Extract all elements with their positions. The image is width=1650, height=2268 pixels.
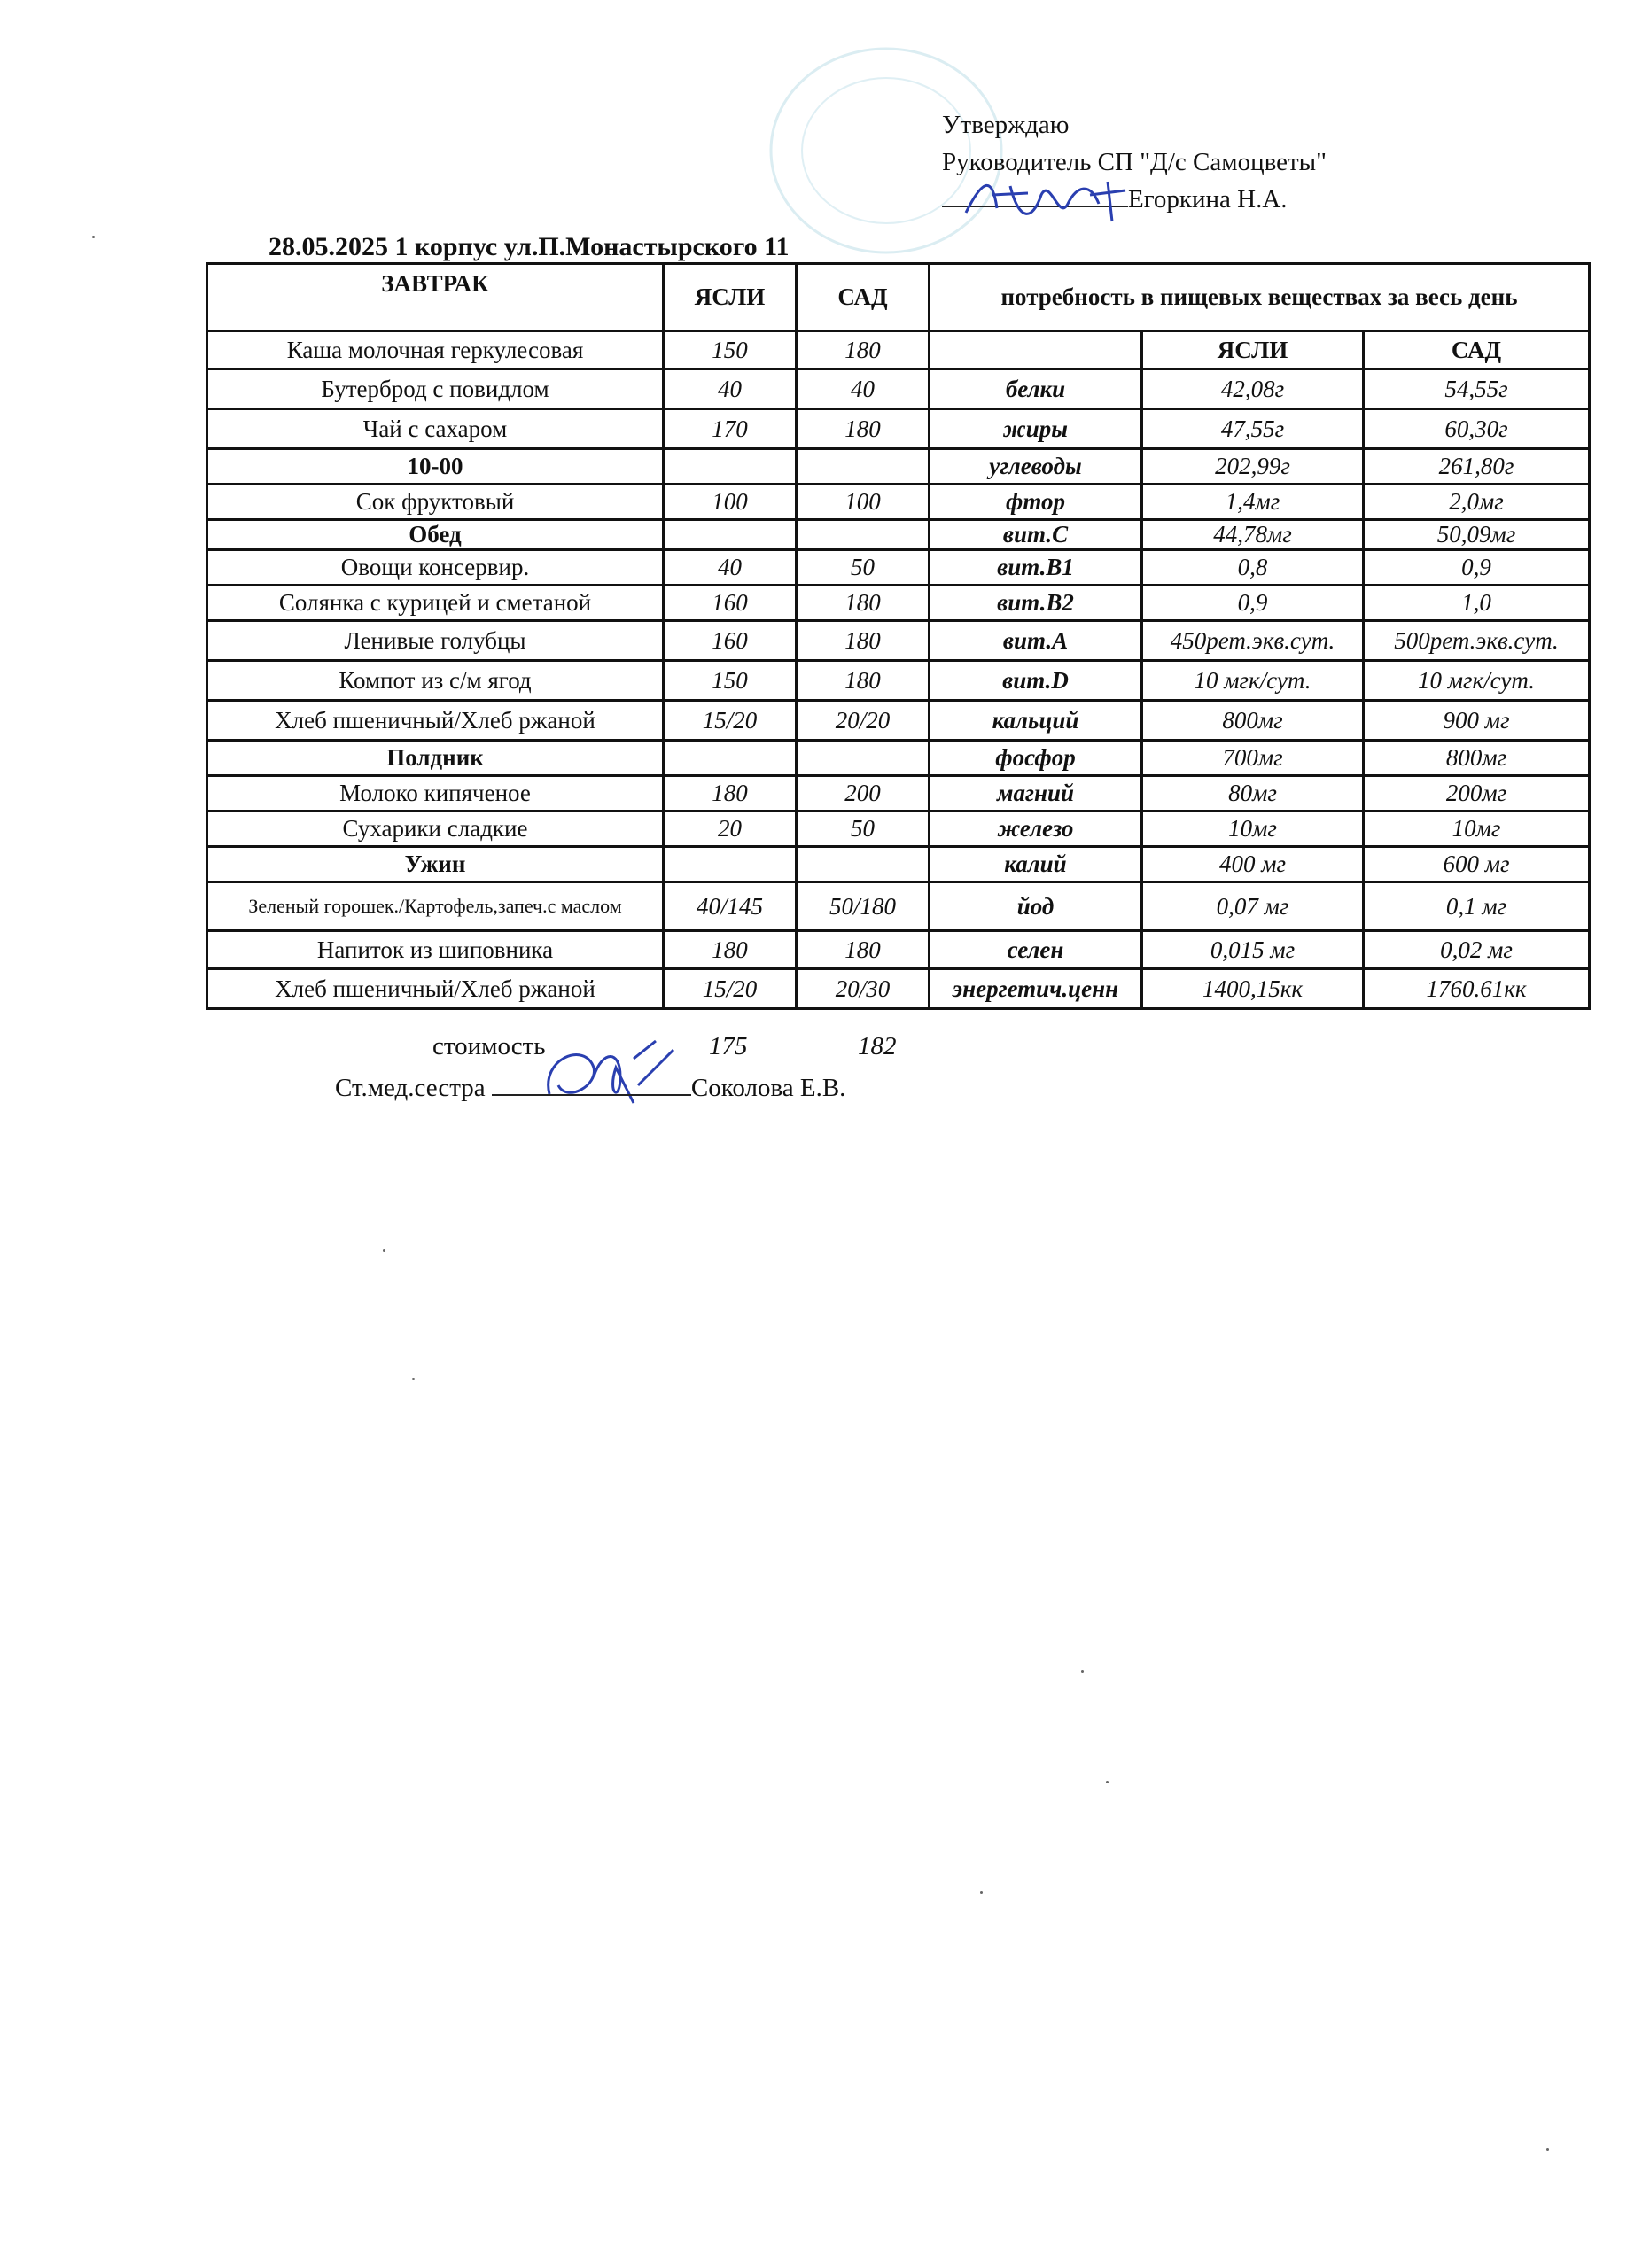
nutrient-name-cell: энергетич.ценн [930, 969, 1142, 1009]
dish-cell: Компот из с/м ягод [207, 661, 664, 701]
nutrient-sad-cell: 2,0мг [1364, 485, 1590, 520]
dish-cell: Ужин [207, 847, 664, 882]
nutrient-sad-cell: 500рет.экв.сут. [1364, 621, 1590, 661]
cost-sad: 182 [858, 1032, 897, 1060]
nutrient-name-cell: углеводы [930, 449, 1142, 485]
approval-name: Егоркина Н.А. [1128, 185, 1288, 214]
dish-cell: Ленивые голубцы [207, 621, 664, 661]
table-row [207, 520, 1590, 550]
nutrient-sad-cell: 50,09мг [1364, 520, 1590, 550]
table-row [207, 882, 1590, 931]
sad-portion-cell: 20/20 [797, 701, 930, 741]
table-row [207, 776, 1590, 812]
menu-table [206, 262, 1591, 1010]
nutrient-name-cell: вит.С [930, 520, 1142, 550]
nutrient-name-cell: вит.А [930, 621, 1142, 661]
nutrient-name-cell: йод [930, 882, 1142, 931]
nutrient-sad-cell: 0,02 мг [1364, 931, 1590, 969]
nutrient-yasli-cell: 0,07 мг [1142, 882, 1364, 931]
nutrient-yasli-cell: 0,8 [1142, 550, 1364, 586]
scan-speck [383, 1249, 385, 1252]
yasli-portion-cell: 150 [664, 661, 797, 701]
yasli-portion-cell [664, 741, 797, 776]
table-row [207, 449, 1590, 485]
nutrient-name-cell: вит.В1 [930, 550, 1142, 586]
yasli-portion-cell: 15/20 [664, 969, 797, 1009]
yasli-portion-cell: 160 [664, 586, 797, 621]
table-row [207, 931, 1590, 969]
sad-portion-cell: 50 [797, 812, 930, 847]
sad-portion-cell: 40 [797, 369, 930, 409]
nutrient-name-cell: селен [930, 931, 1142, 969]
sad-portion-cell: 50/180 [797, 882, 930, 931]
table-row [207, 331, 1590, 369]
nutrient-sad-cell: 60,30г [1364, 409, 1590, 449]
nutrient-yasli-cell: 80мг [1142, 776, 1364, 812]
table-header-row [207, 264, 1590, 331]
nutrient-yasli-cell: 1400,15кк [1142, 969, 1364, 1009]
yasli-portion-cell: 15/20 [664, 701, 797, 741]
nutrient-sad-cell: 1,0 [1364, 586, 1590, 621]
table-row [207, 701, 1590, 741]
scan-speck [1546, 2148, 1549, 2151]
nutrient-name-cell: фтор [930, 485, 1142, 520]
sad-portion-cell: 100 [797, 485, 930, 520]
dish-cell: Чай с сахаром [207, 409, 664, 449]
table-row [207, 969, 1590, 1009]
nutrient-yasli-cell: 450рет.экв.сут. [1142, 621, 1364, 661]
nurse-label: Ст.мед.сестра [335, 1074, 486, 1102]
nutrient-yasli-cell: 47,55г [1142, 409, 1364, 449]
nutrient-sad-cell: 54,55г [1364, 369, 1590, 409]
nutrient-yasli-cell: 10 мгк/сут. [1142, 661, 1364, 701]
nutrient-yasli-cell: ЯСЛИ [1142, 331, 1364, 369]
table-row [207, 550, 1590, 586]
nutrient-sad-cell: 10 мгк/сут. [1364, 661, 1590, 701]
table-row [207, 409, 1590, 449]
sad-portion-cell [797, 741, 930, 776]
dish-cell: 10-00 [207, 449, 664, 485]
yasli-portion-cell [664, 520, 797, 550]
dish-cell: Полдник [207, 741, 664, 776]
dish-cell: Каша молочная геркулесовая [207, 331, 664, 369]
yasli-portion-cell: 150 [664, 331, 797, 369]
yasli-portion-cell: 40 [664, 550, 797, 586]
yasli-portion-cell: 20 [664, 812, 797, 847]
nutrient-sad-cell: 261,80г [1364, 449, 1590, 485]
sad-portion-cell: 20/30 [797, 969, 930, 1009]
nutrient-name-cell: калий [930, 847, 1142, 882]
header-sad: САД [797, 264, 930, 331]
nutrient-yasli-cell: 1,4мг [1142, 485, 1364, 520]
sad-portion-cell: 180 [797, 621, 930, 661]
nutrient-yasli-cell: 202,99г [1142, 449, 1364, 485]
sad-portion-cell: 50 [797, 550, 930, 586]
nutrient-name-cell: вит.В2 [930, 586, 1142, 621]
yasli-portion-cell: 180 [664, 776, 797, 812]
sad-portion-cell [797, 847, 930, 882]
nutrient-yasli-cell: 10мг [1142, 812, 1364, 847]
table-row [207, 586, 1590, 621]
table-row [207, 369, 1590, 409]
dish-cell: Овощи консервир. [207, 550, 664, 586]
scan-speck [412, 1378, 415, 1380]
yasli-portion-cell: 40 [664, 369, 797, 409]
sad-portion-cell: 180 [797, 409, 930, 449]
nutrient-name-cell: фосфор [930, 741, 1142, 776]
yasli-portion-cell: 160 [664, 621, 797, 661]
scan-speck [92, 236, 95, 238]
yasli-portion-cell: 170 [664, 409, 797, 449]
sad-portion-cell: 180 [797, 586, 930, 621]
table-row [207, 485, 1590, 520]
yasli-portion-cell: 180 [664, 931, 797, 969]
dish-cell: Сухарики сладкие [207, 812, 664, 847]
cost-label: стоимость [432, 1032, 546, 1060]
sad-portion-cell [797, 449, 930, 485]
dish-cell: Напиток из шиповника [207, 931, 664, 969]
dish-cell: Бутерброд с повидлом [207, 369, 664, 409]
nutrient-sad-cell: 0,1 мг [1364, 882, 1590, 931]
nutrient-name-cell: вит.D [930, 661, 1142, 701]
nutrient-sad-cell: 1760.61кк [1364, 969, 1590, 1009]
director-signature [957, 168, 1143, 239]
yasli-portion-cell: 100 [664, 485, 797, 520]
nutrient-yasli-cell: 44,78мг [1142, 520, 1364, 550]
dish-cell: Хлеб пшеничный/Хлеб ржаной [207, 701, 664, 741]
nutrient-yasli-cell: 700мг [1142, 741, 1364, 776]
nutrient-yasli-cell: 800мг [1142, 701, 1364, 741]
table-row [207, 661, 1590, 701]
yasli-portion-cell [664, 847, 797, 882]
nutrient-name-cell: железо [930, 812, 1142, 847]
nutrient-name-cell [930, 331, 1142, 369]
dish-cell: Молоко кипяченое [207, 776, 664, 812]
nutrient-name-cell: кальций [930, 701, 1142, 741]
dish-cell: Сок фруктовый [207, 485, 664, 520]
nutrient-yasli-cell: 42,08г [1142, 369, 1364, 409]
sad-portion-cell: 200 [797, 776, 930, 812]
dish-cell: Солянка с курицей и сметаной [207, 586, 664, 621]
nurse-name: Соколова Е.В. [690, 1074, 846, 1102]
yasli-portion-cell [664, 449, 797, 485]
nutrient-name-cell: магний [930, 776, 1142, 812]
nutrient-yasli-cell: 400 мг [1142, 847, 1364, 882]
header-needs: потребность в пищевых веществах за весь день [930, 264, 1590, 331]
nutrient-sad-cell: 600 мг [1364, 847, 1590, 882]
nutrient-name-cell: жиры [930, 409, 1142, 449]
document-title: 28.05.2025 1 корпус ул.П.Монастырского 11 [269, 232, 790, 261]
dish-cell: Хлеб пшеничный/Хлеб ржаной [207, 969, 664, 1009]
scan-speck [1106, 1781, 1109, 1783]
dish-cell: Обед [207, 520, 664, 550]
sad-portion-cell: 180 [797, 661, 930, 701]
header-yasli: ЯСЛИ [664, 264, 797, 331]
nutrient-sad-cell: 0,9 [1364, 550, 1590, 586]
nutrient-yasli-cell: 0,015 мг [1142, 931, 1364, 969]
table-row [207, 741, 1590, 776]
nutrient-sad-cell: САД [1364, 331, 1590, 369]
nutrient-sad-cell: 900 мг [1364, 701, 1590, 741]
table-row [207, 847, 1590, 882]
yasli-portion-cell: 40/145 [664, 882, 797, 931]
table-row [207, 812, 1590, 847]
scan-speck [1081, 1670, 1084, 1673]
sad-portion-cell [797, 520, 930, 550]
dish-cell: Зеленый горошек./Картофель,запеч.с маслом [207, 882, 664, 931]
nutrient-yasli-cell: 0,9 [1142, 586, 1364, 621]
sad-portion-cell: 180 [797, 331, 930, 369]
nutrient-sad-cell: 800мг [1364, 741, 1590, 776]
nurse-block [335, 1073, 845, 1103]
nutrient-name-cell: белки [930, 369, 1142, 409]
nutrient-sad-cell: 200мг [1364, 776, 1590, 812]
nutrient-sad-cell: 10мг [1364, 812, 1590, 847]
header-meal: ЗАВТРАК [207, 264, 664, 331]
sad-portion-cell: 180 [797, 931, 930, 969]
approval-position: Руководитель СП "Д/с Самоцветы" [942, 148, 1327, 176]
cost-yasli: 175 [709, 1032, 748, 1060]
table-row [207, 621, 1590, 661]
scan-speck [980, 1891, 983, 1894]
approval-title: Утверждаю [942, 111, 1070, 139]
